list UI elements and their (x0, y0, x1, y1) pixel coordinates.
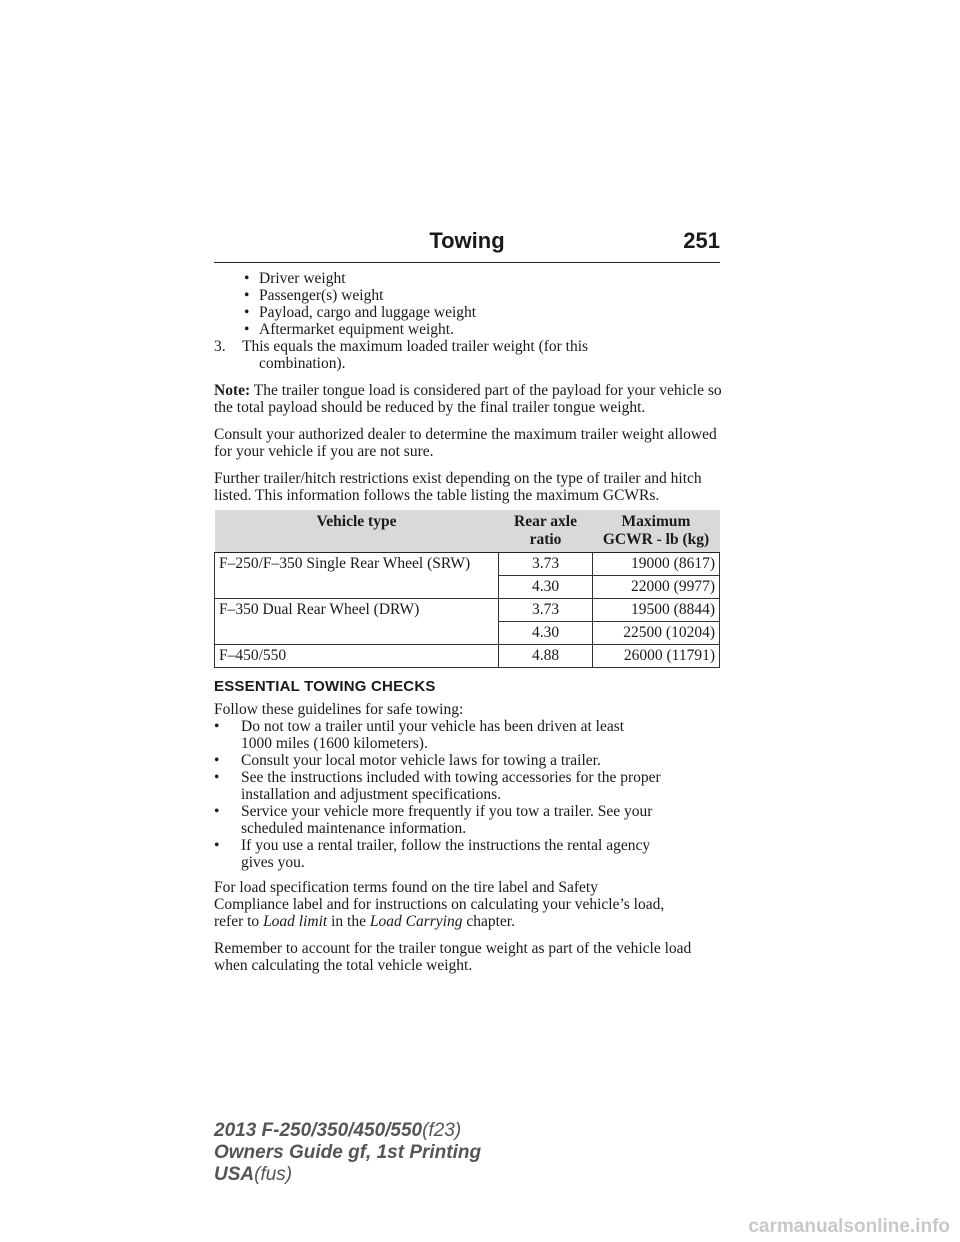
page-number: 251 (683, 228, 720, 253)
footer-market-code: (fus) (254, 1164, 293, 1185)
header-max-gcwr: Maximum GCWR - lb (kg) (593, 510, 720, 553)
cell-ratio: 4.30 (499, 622, 593, 645)
bullet-icon: • (214, 803, 220, 820)
header-vehicle-type: Vehicle type (215, 510, 499, 553)
page-header (214, 228, 720, 263)
document-footer (214, 1120, 481, 1186)
list-item: • See the instructions included with towing accessories for the proper installation and adjustment specifications. (214, 769, 661, 803)
footer-model-code: (f23) (422, 1120, 462, 1141)
cell-vehicle: F–450/550 (215, 645, 499, 668)
cell-ratio: 3.73 (499, 553, 593, 576)
page-title: Towing (429, 228, 505, 253)
cell-gcwr: 22500 (10204) (593, 622, 720, 645)
page-content (214, 270, 724, 984)
list-item: • Driver weight (244, 270, 346, 287)
note-label: Note: (214, 382, 251, 399)
bullet-icon: • (214, 718, 220, 735)
list-item: • Consult your local motor vehicle laws for towing a trailer. (214, 752, 601, 769)
list-item: • Payload, cargo and luggage weight (244, 304, 477, 321)
watermark: carmanualsonline.info (748, 1216, 950, 1237)
list-item: • Passenger(s) weight (244, 287, 384, 304)
bullet-icon: • (214, 752, 220, 769)
bullet-icon: • (244, 270, 250, 287)
table-header-row (215, 510, 720, 553)
step-number: 3. (214, 338, 226, 355)
list-item: • Do not tow a trailer until your vehicle has been driven at least 1000 miles (1600 kilometers). (214, 718, 625, 752)
consult-paragraph: Consult your authorized dealer to determine the maximum trailer weight allowed for your vehicle if you are not sure. (214, 426, 717, 460)
essential-bullet-list (214, 718, 724, 871)
list-item: • Service your vehicle more frequently if you tow a trailer. See your scheduled maintenance information. (214, 803, 653, 837)
table-row (215, 645, 720, 668)
load-limit-reference: Load limit (263, 913, 328, 930)
restrictions-paragraph: Further trailer/hitch restrictions exist depending on the type of trailer and hitch listed. This information follows the table listing the maximum GCWRs. (214, 470, 702, 504)
essential-lead: Follow these guidelines for safe towing: (214, 701, 464, 718)
load-spec-paragraph: For load specification terms found on the tire label and Safety Compliance label and for instructions on calculating your vehicle’s load, refer to Load limit in the Load Carrying chapter. (214, 879, 665, 930)
note-paragraph (214, 382, 724, 416)
list-item: • Aftermarket equipment weight. (244, 321, 454, 338)
cell-ratio: 3.73 (499, 599, 593, 622)
essential-checks-heading: ESSENTIAL TOWING CHECKS (214, 678, 436, 695)
table-row (215, 553, 720, 576)
load-carrying-reference: Load Carrying (369, 913, 463, 930)
cell-ratio: 4.88 (499, 645, 593, 668)
bullet-icon: • (244, 287, 250, 304)
cell-gcwr: 22000 (9977) (593, 576, 720, 599)
footer-market: USA (214, 1164, 255, 1185)
header-rear-axle-ratio: Rear axle ratio (499, 510, 593, 553)
cell-ratio: 4.30 (499, 576, 593, 599)
cell-vehicle: F–250/F–350 Single Rear Wheel (SRW) (215, 553, 499, 599)
cell-gcwr: 19000 (8617) (593, 553, 720, 576)
footer-model: 2013 F-250/350/450/550 (214, 1120, 423, 1141)
cell-vehicle: F–350 Dual Rear Wheel (DRW) (215, 599, 499, 645)
bullet-icon: • (214, 769, 220, 786)
bullet-icon: • (244, 304, 250, 321)
remember-paragraph: Remember to account for the trailer tongue weight as part of the vehicle load when calculating the total vehicle weight. (214, 940, 692, 974)
list-item: • If you use a rental trailer, follow the instructions the rental agency gives you. (214, 837, 651, 871)
bullet-icon: • (244, 321, 250, 338)
step-3 (214, 338, 724, 372)
gcwr-table (214, 510, 720, 668)
cell-gcwr: 19500 (8844) (593, 599, 720, 622)
footer-guide: Owners Guide gf, 1st Printing (214, 1142, 482, 1163)
step-text-line-2: combination). (259, 355, 346, 372)
table-row (215, 599, 720, 622)
cell-gcwr: 26000 (11791) (593, 645, 720, 668)
weight-bullet-list (214, 270, 724, 338)
note-text: The trailer tongue load is considered part of the payload for your vehicle so the total payload should be reduced by the final trailer tongue weight. (214, 382, 722, 416)
step-text-line-1: This equals the maximum loaded trailer weight (for this (242, 338, 589, 355)
bullet-icon: • (214, 837, 220, 854)
